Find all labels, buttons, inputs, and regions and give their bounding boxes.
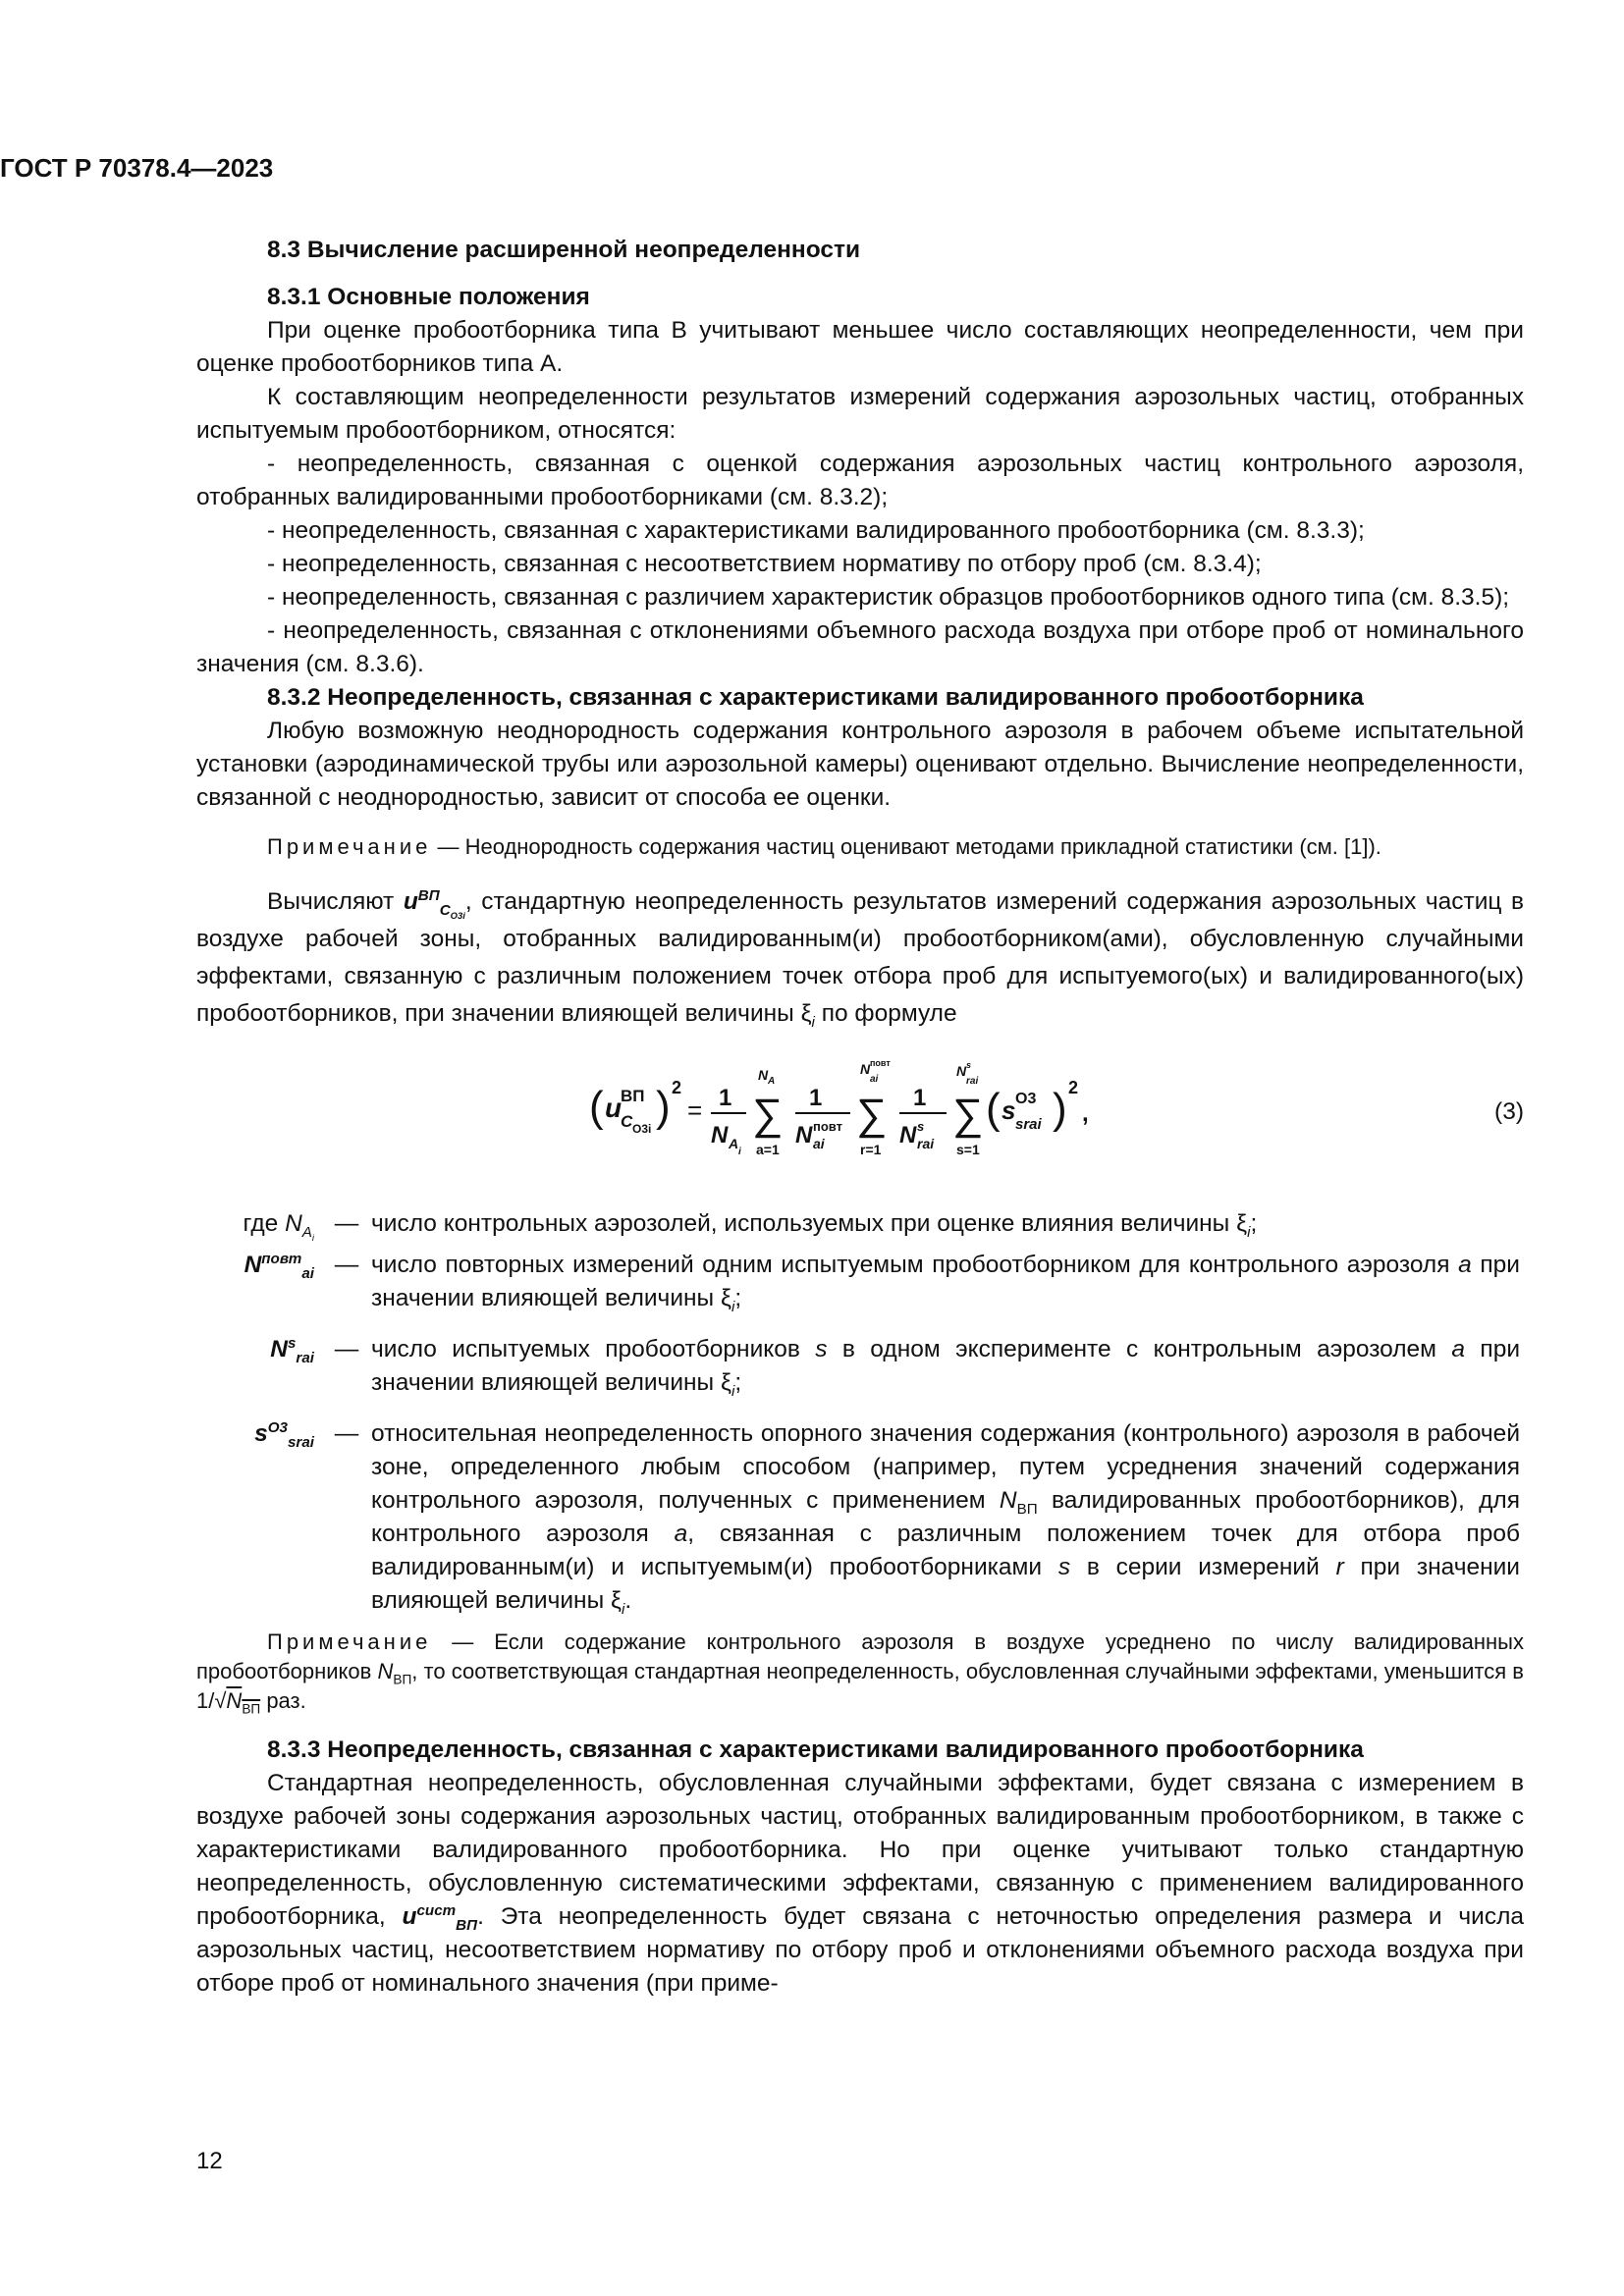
formula-c: C [621,1112,633,1131]
note [196,832,1524,862]
definitions-list [196,1203,1524,1622]
sum-3: ∑ [952,1091,984,1139]
note-label: Примечание [267,834,432,859]
sum3-lower: s=1 [956,1142,980,1157]
fraction-1-den-a: A [729,1136,739,1151]
formula-u: u [605,1093,623,1123]
equation-graphic [589,1052,1178,1180]
left-paren: ( [986,1085,1001,1133]
fraction-2-den-povt: повт [813,1119,842,1134]
right-paren: ) [1053,1085,1067,1133]
list-item: - неопределенность, связанная с оценкой содержания аэрозольных частиц контрольного аэрозоля, отобранных валидированными пробоотборниками (см. 8.3.2); [196,451,1524,510]
sum1-lower: a=1 [756,1142,780,1157]
list-item: - неопределенность, связанная с характеристиками валидированного пробоотборника (см. 8.3.3); [267,517,1365,544]
formula-o3: O3 [1015,1091,1037,1107]
equation-number: (3) [1494,1098,1524,1125]
exponent-2: 2 [672,1078,682,1097]
note-text: — Неоднородность содержания частиц оценивают методами прикладной статистики (см. [1]). [431,834,1381,859]
fraction-2-num: 1 [809,1085,823,1111]
fraction-3-num: 1 [913,1085,927,1111]
fraction-1-den-n: N [711,1122,729,1148]
fraction-2-den-ai: ai [813,1136,825,1151]
section-heading-8-3-1: 8.3.1 Основные положения [267,284,590,310]
fraction-3-den-s: s [917,1119,925,1134]
equals-sign: = [687,1095,703,1125]
sum3-upper-n: N [956,1063,967,1079]
note: Примечание — Если содержание контрольного аэрозоля в воздухе усреднено по числу валидированных пробоотборников $N_{ВП}$, то соответствующая стандартная неопределенность, обусловленная случайными эффектами, уменьшится в $1/√N_{ВП}$ раз. [196,1629,1524,1717]
formula-srai: srai [1015,1116,1042,1133]
sum3-upper-rai: rai [966,1076,979,1087]
definition-text: относительная неопределенность опорного значения содержания (контрольного) аэрозоля в рабочей зоне, определенного любым способом (например, путем усреднения значений содержания контрольного аэрозоля, полученных с применением $N_{ВП}$ валидированных пробоотборников), для контрольного аэрозоля a, связанная с различным положением точек для отбора проб валидированным(и) и испытуемым(и) пробоотборниками s в серии измерений r при значении влияющей величины $\xi_i$. [371,1420,1520,1618]
list-item: - неопределенность, связанная с различием характеристик образцов пробоотборников одного типа (см. 8.3.5); [267,584,1510,611]
section-heading-8-3-2: 8.3.2 Неопределенность, связанная с характеристиками валидированного пробоотборника [267,684,1364,711]
equation-3 [196,1052,1524,1180]
paragraph: Любую возможную неоднородность содержания контрольного аэрозоля в рабочем объеме испытательной установки (аэродинамической трубы или аэрозольной камеры) оценивают отдельно. Вычисление неопределенности, связанной с неоднородностью, зависит от способа ее оценки. [196,718,1524,811]
fraction-3-den-n: N [899,1122,917,1148]
definition-symbol: $N^s_{rai}$ [270,1334,314,1366]
list-item: - неопределенность, связанная с несоответствием нормативу по отбору проб (см. 8.3.4); [267,551,1262,577]
sum-2: ∑ [856,1091,888,1139]
formula-o3i: O3i [632,1122,652,1136]
fraction-1-num: 1 [719,1085,732,1111]
formula-s: s [1001,1095,1016,1125]
body-text [196,234,1524,2001]
sum2-upper-povt: повт [870,1058,891,1068]
sum2-upper-ai: ai [870,1074,879,1085]
definition-text: число испытуемых пробоотборников s в одном эксперименте с контрольным аэрозолем a при значении влияющей величины $\xi_i$; [371,1336,1521,1400]
sum2-lower: r=1 [860,1142,882,1157]
definition-symbol: где $N_{A_i}$ [243,1210,314,1243]
definition-row: $N^s_{rai}$ — число испытуемых пробоотборников s в одном эксперименте с контрольным аэрозолем a при значении влияющей величины $\xi_i$; [196,1319,1524,1404]
definition-text: число контрольных аэрозолей, используемых при оценке влияния величины $\xi_i$; [371,1210,1258,1241]
definition-row: $s^{O3}_{srai}$ — относительная неопределенность опорного значения содержания (контрольного) аэрозоля в рабочей зоне, определенного любым способом (например, путем усреднения значений содержания контрольного аэрозоля, полученных с применением $N_{ВП}$ валидированных пробоотборников), для контрольного аэрозоля a, связанная с различным положением точек для отбора проб валидированным(и) и испытуемым(и) пробоотборниками s в серии измерений r при значении влияющей величины $\xi_i$. [196,1404,1524,1622]
definition-row: где $N_{A_i}$ — число контрольных аэрозолей, используемых при оценке влияния величины $\xi_i$; [196,1203,1524,1245]
right-paren: ) [656,1083,671,1131]
sum-1: ∑ [752,1091,784,1139]
document-header: ГОСТ Р 70378.4—2023 [0,153,274,183]
note-label: Примечание [267,1629,432,1654]
left-paren: ( [589,1083,604,1131]
paragraph: Стандартная неопределенность, обусловленная случайными эффектами, будет связана с измерением в воздухе рабочей зоны содержания аэрозольных частиц, отобранных валидированным пробоотборником, в также с характеристиками валидированного пробоотборника. Но при оценке учитывают только стандартную неопределенность, обусловленную систематическими эффектами, связанную с применением валидированного пробоотборника, $u^{сист}_{ВП}$. Эта неопределенность будет связана с неточностью определения размера и числа аэрозольных частиц, несоответствием нормативу по отбору проб и отклонениями объемного расхода воздуха при отборе проб от номинального значения (при приме- [196,1770,1525,1997]
paragraph-formula-intro: Вычисляют $u^{ВП}_{C_{O3i}}$, стандартную неопределенность результатов измерений содержания аэрозольных частиц в воздухе рабочей зоны, отобранных валидированным(и) пробоотборником(ами), обусловленную случайными эффектами, связанную с различным положением точек отбора проб для испытуемого(ых) и валидированного(ых) пробоотборников, при значении влияющей величины $\xi_i$ по формуле [196,886,1524,1031]
formula-comma: , [1082,1100,1089,1127]
formula-vp: ВП [621,1087,645,1105]
section-heading-8-3-3: 8.3.3 Неопределенность, связанная с характеристиками валидированного пробоотборника [267,1736,1364,1763]
definition-text: число повторных измерений одним испытуемым пробоотборником для контрольного аэрозоля a при значении влияющей величины $\xi_i$; [371,1252,1520,1315]
paragraph: К составляющим неопределенности результатов измерений содержания аэрозольных частиц, отобранных испытуемым пробоотборником, относятся: [196,384,1524,444]
page-number: 12 [196,2148,223,2174]
list-item: - неопределенность, связанная с отклонениями объемного расхода воздуха при отборе проб от номинального значения (см. 8.3.6). [196,617,1524,677]
sum2-upper-n: N [860,1061,871,1077]
symbol-u-vp: $u^{ВП}_{C_{O3i}}$ [403,886,465,921]
exponent-2: 2 [1068,1078,1079,1097]
definition-symbol: $s^{O3}_{srai}$ [254,1418,314,1451]
symbol-u-sist: $u^{сист}_{ВП}$ [402,1901,478,1934]
sum3-upper-s: s [966,1060,972,1070]
fraction-3-den-rai: rai [917,1136,935,1151]
fraction-2-den-n: N [795,1122,813,1148]
section-heading-8-3: 8.3 Вычисление расширенной неопределенности [267,237,861,263]
definition-symbol: $N^{повт}_{ai}$ [244,1250,314,1282]
paragraph: При оценке пробоотборника типа В учитывают меньшее число составляющих неопределенности, чем при оценке пробоотборников типа А. [196,317,1524,377]
sum1-upper-n: N [758,1067,769,1083]
sum1-upper-a: A [768,1076,776,1087]
definition-row: $N^{повт}_{ai}$ — число повторных измерений одним испытуемым пробоотборником для контрольного аэрозоля a при значении влияющей величины $\xi_i$; [196,1245,1524,1319]
fraction-1-den-i: i [738,1147,741,1157]
